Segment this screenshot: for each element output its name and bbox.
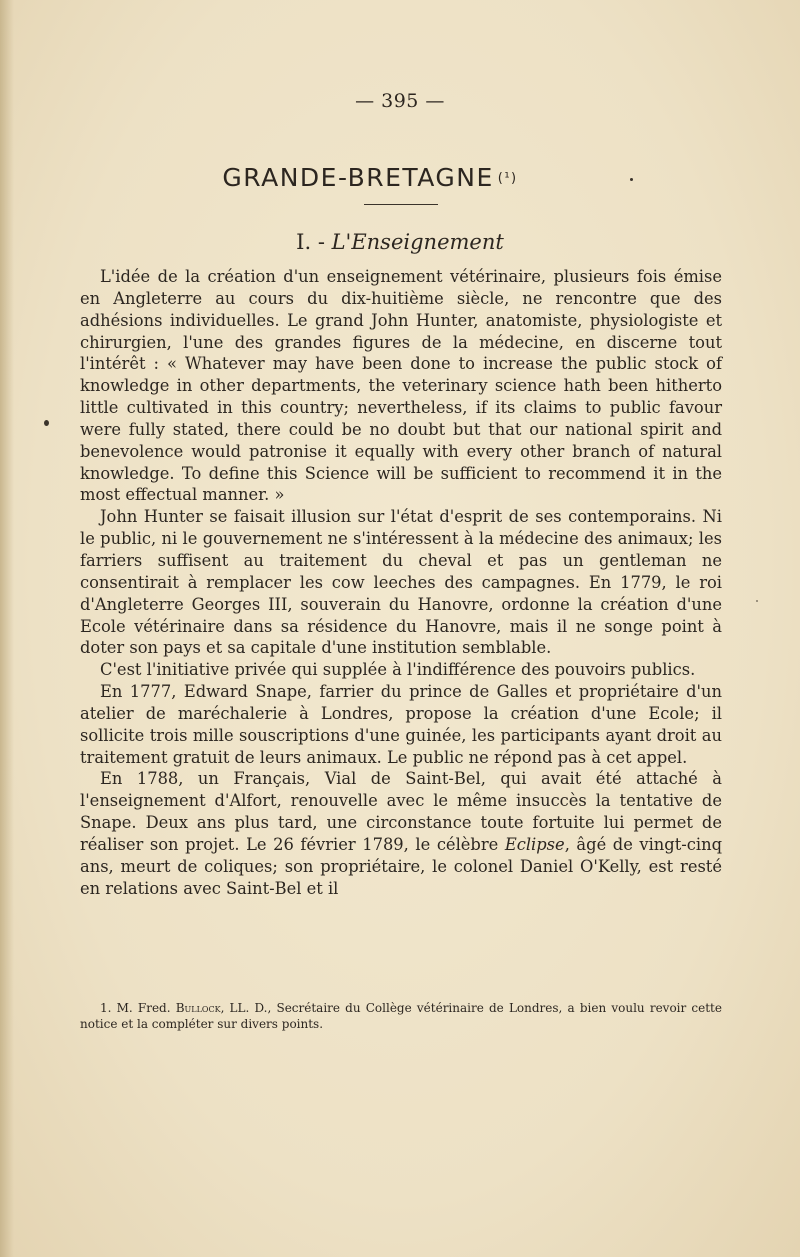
chapter-title	[0, 163, 740, 192]
footnote-author: Bullock	[175, 1001, 221, 1015]
footnote	[80, 1000, 722, 1032]
section-number: I. -	[296, 230, 325, 254]
section-title: L'Enseignement	[331, 230, 504, 254]
footnote-reference[interactable]: (¹)	[497, 171, 518, 186]
scan-speck	[630, 178, 633, 181]
body-text	[80, 266, 722, 899]
footnote-text: , LL. D., Secrétaire du Collège vétérinaire de Londres, a bien voulu revoir cette notice et la compléter sur divers points.	[80, 1001, 722, 1031]
page-number: — 395 —	[355, 90, 445, 112]
paragraph: C'est l'initiative privée qui supplée à l'indifférence des pouvoirs publics.	[100, 660, 696, 680]
paragraph-text: En 1788, un Français, Vial de Saint-Bel, qui avait été attaché à l'enseignement d'Alfort, renouvelle avec le même insuccès la tentative de Snape. Deux ans plus tard, une circonstance toute fortuite lui permet de réaliser son projet. Le 26 février 1789, le célèbre	[80, 769, 722, 854]
horse-name: Eclipse	[504, 834, 565, 854]
paragraph: En 1777, Edward Snape, farrier du prince de Galles et propriétaire d'un atelier de maréchalerie à Londres, propose la création d'une Ecole; il sollicite trois mille souscriptions d'une guinée, les participants ayant droit au traitement gratuit de leurs animaux. Le public ne répond pas à cet appel.	[80, 682, 722, 767]
scan-speck	[44, 420, 49, 426]
title-divider	[364, 204, 438, 205]
scan-speck	[756, 600, 758, 602]
footnote-number: 1.	[100, 1001, 112, 1015]
chapter-title-text: GRANDE-BRETAGNE	[222, 163, 494, 192]
paragraph: L'idée de la création d'un enseignement vétérinaire, plusieurs fois émise en Angleterre au cours du dix-huitième siècle, ne rencontre que des adhésions individuelles. Le grand John Hunter, anatomiste, physiologiste et chirurgien, l'une des grandes figures de la médecine, en discerne tout l'intérêt : « Whatever may have been done to increase the public stock of knowledge in other departments, the veterinary science hath been hitherto little cultivated in this country; nevertheless, if its claims to public favour were fully stated, there could be no doubt but that our national spirit and benevolence would patronise it equally with every other branch of natural knowledge. To define this Science will be sufficient to recommend it in the most effectual manner. »	[80, 267, 722, 505]
section-heading	[0, 230, 800, 254]
paragraph	[80, 768, 722, 899]
paragraph: John Hunter se faisait illusion sur l'état d'esprit de ses contemporains. Ni le public, ni le gouvernement ne s'intéressent à la médecine des animaux; les farriers suffisent au traitement du cheval et pas un gentleman ne consentirait à remplacer les cow leeches des campagnes. En 1779, le roi d'Angleterre Georges III, souverain du Hanovre, ordonne la création d'une Ecole vétérinaire dans sa résidence du Hanovre, mais il ne songe point à doter son pays et sa capitale d'une institution semblable.	[80, 507, 722, 658]
paragraph-text: , âgé de vingt-cinq ans, meurt de coliques; son propriétaire, le colonel Daniel O'Kelly, est resté en relations avec Saint-Bel et il	[80, 834, 722, 898]
footnote-prefix: M. Fred.	[116, 1001, 171, 1015]
